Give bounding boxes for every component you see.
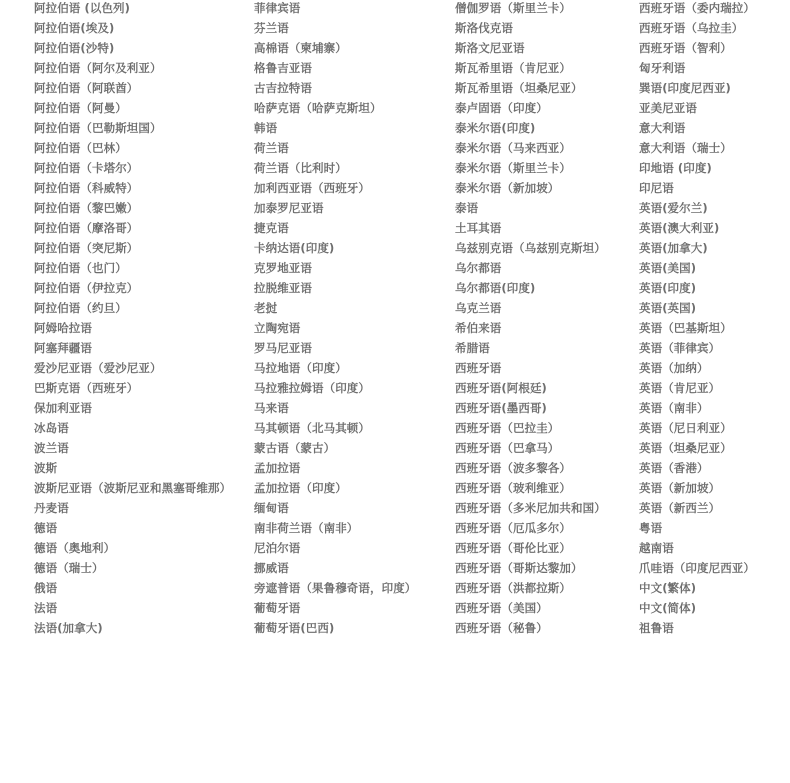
language-option[interactable]: 土耳其语 — [455, 221, 502, 235]
language-option[interactable]: 法语 — [34, 601, 58, 615]
language-option[interactable]: 德语（奥地利） — [34, 541, 116, 555]
language-option[interactable]: 阿拉伯语（阿尔及利亚） — [34, 61, 162, 75]
language-option[interactable]: 西班牙语（波多黎各） — [455, 461, 571, 475]
language-option[interactable]: 克罗地亚语 — [254, 261, 312, 275]
language-option[interactable]: 阿拉伯语(沙特) — [34, 41, 115, 55]
language-option[interactable]: 英语（加纳） — [639, 361, 709, 375]
language-option[interactable]: 英语(印度) — [639, 281, 697, 295]
language-option[interactable]: 希伯来语 — [455, 321, 502, 335]
language-option[interactable]: 波斯尼亚语（波斯尼亚和黑塞哥维那） — [34, 481, 232, 495]
language-option[interactable]: 马拉地语（印度） — [254, 361, 347, 375]
language-option[interactable]: 阿塞拜疆语 — [34, 341, 92, 355]
language-option[interactable]: 西班牙语（洪都拉斯） — [455, 581, 571, 595]
language-option[interactable]: 乌尔都语(印度) — [455, 281, 536, 295]
language-option[interactable]: 南非荷兰语（南非） — [254, 521, 359, 535]
language-column-4 — [639, 0, 755, 640]
language-option[interactable]: 西班牙语（巴拉圭） — [455, 421, 560, 435]
language-column-3 — [455, 0, 606, 640]
language-option[interactable]: 孟加拉语 — [254, 461, 301, 475]
language-option[interactable]: 泰米尔语（马来西亚） — [455, 141, 571, 155]
language-option[interactable]: 高棉语（柬埔寨） — [254, 41, 347, 55]
language-option[interactable]: 阿拉伯语（约旦） — [34, 301, 127, 315]
language-option[interactable]: 阿拉伯语（突尼斯） — [34, 241, 139, 255]
language-option[interactable]: 马其顿语（北马其顿） — [254, 421, 370, 435]
language-option[interactable]: 西班牙语（多米尼加共和国） — [455, 501, 606, 515]
language-option[interactable]: 葡萄牙语 — [254, 601, 301, 615]
language-option[interactable]: 亚美尼亚语 — [639, 101, 697, 115]
language-option[interactable]: 西班牙语（哥伦比亚） — [455, 541, 571, 555]
language-option[interactable]: 阿拉伯语（摩洛哥） — [34, 221, 139, 235]
language-option[interactable]: 尼泊尔语 — [254, 541, 301, 555]
language-option[interactable]: 英语（巴基斯坦） — [639, 321, 732, 335]
language-option[interactable]: 荷兰语 — [254, 141, 289, 155]
language-option[interactable]: 菲律宾语 — [254, 1, 301, 15]
language-option[interactable]: 泰米尔语（新加坡） — [455, 181, 560, 195]
language-option[interactable]: 罗马尼亚语 — [254, 341, 312, 355]
language-option[interactable]: 古吉拉特语 — [254, 81, 312, 95]
language-option[interactable]: 蒙古语（蒙古） — [254, 441, 336, 455]
language-option[interactable]: 英语（菲律宾） — [639, 341, 721, 355]
language-option[interactable]: 旁遮普语（果鲁穆奇语，印度） — [254, 581, 417, 595]
language-option[interactable]: 乌克兰语 — [455, 301, 502, 315]
language-option[interactable]: 德语 — [34, 521, 58, 535]
language-option[interactable]: 阿拉伯语（阿联酋） — [34, 81, 139, 95]
language-option[interactable]: 西班牙语（智利） — [639, 41, 732, 55]
language-option[interactable]: 英语（坦桑尼亚） — [639, 441, 732, 455]
language-option[interactable]: 粤语 — [639, 521, 663, 535]
language-option[interactable]: 芬兰语 — [254, 21, 289, 35]
language-option[interactable]: 泰卢固语（印度） — [455, 101, 548, 115]
language-option[interactable]: 西班牙语(墨西哥) — [455, 401, 547, 415]
language-option[interactable]: 意大利语（瑞士） — [639, 141, 732, 155]
language-option[interactable]: 斯瓦希里语（肯尼亚） — [455, 61, 571, 75]
language-option[interactable]: 西班牙语（乌拉圭） — [639, 21, 744, 35]
language-option[interactable]: 捷克语 — [254, 221, 289, 235]
language-option[interactable]: 泰语 — [455, 201, 479, 215]
language-option[interactable]: 保加利亚语 — [34, 401, 92, 415]
language-option[interactable]: 德语（瑞士） — [34, 561, 104, 575]
language-option[interactable]: 西班牙语（美国） — [455, 601, 548, 615]
language-option[interactable]: 阿姆哈拉语 — [34, 321, 92, 335]
language-option[interactable]: 西班牙语（厄瓜多尔） — [455, 521, 571, 535]
language-option[interactable]: 加泰罗尼亚语 — [254, 201, 324, 215]
language-option[interactable]: 拉脱维亚语 — [254, 281, 312, 295]
language-option[interactable]: 英语（新西兰） — [639, 501, 721, 515]
language-option[interactable]: 祖鲁语 — [639, 621, 674, 635]
language-option[interactable]: 阿拉伯语 (以色列) — [34, 1, 131, 15]
language-option[interactable]: 印地语 (印度) — [639, 161, 712, 175]
language-option[interactable]: 缅甸语 — [254, 501, 289, 515]
language-option[interactable]: 中文(简体) — [639, 601, 697, 615]
language-option[interactable]: 法语(加拿大) — [34, 621, 103, 635]
language-option[interactable]: 卡纳达语(印度) — [254, 241, 335, 255]
language-option[interactable]: 阿拉伯语(埃及) — [34, 21, 115, 35]
language-option[interactable]: 英语（肯尼亚） — [639, 381, 721, 395]
language-option[interactable]: 斯瓦希里语（坦桑尼亚） — [455, 81, 583, 95]
language-option[interactable]: 英语（香港） — [639, 461, 709, 475]
language-option[interactable]: 加利西亚语（西班牙） — [254, 181, 370, 195]
language-option[interactable]: 阿拉伯语（卡塔尔） — [34, 161, 139, 175]
language-option[interactable]: 巽语(印度尼西亚) — [639, 81, 731, 95]
language-option[interactable]: 丹麦语 — [34, 501, 69, 515]
language-option[interactable]: 阿拉伯语（科威特） — [34, 181, 139, 195]
language-option[interactable]: 印尼语 — [639, 181, 674, 195]
language-option[interactable]: 僧伽罗语（斯里兰卡） — [455, 1, 571, 15]
language-option[interactable]: 波兰语 — [34, 441, 69, 455]
language-option[interactable]: 西班牙语（哥斯达黎加） — [455, 561, 583, 575]
language-option[interactable]: 匈牙利语 — [639, 61, 686, 75]
language-option[interactable]: 俄语 — [34, 581, 58, 595]
language-option[interactable]: 韩语 — [254, 121, 278, 135]
language-option[interactable]: 英语(加拿大) — [639, 241, 708, 255]
language-option[interactable]: 阿拉伯语（阿曼） — [34, 101, 127, 115]
language-option[interactable]: 格鲁吉亚语 — [254, 61, 312, 75]
language-option[interactable]: 阿拉伯语（伊拉克） — [34, 281, 139, 295]
language-option[interactable]: 中文(繁体) — [639, 581, 697, 595]
language-column-1 — [34, 0, 231, 640]
language-option[interactable]: 英语（尼日利亚） — [639, 421, 732, 435]
language-option[interactable]: 老挝 — [254, 301, 278, 315]
language-option[interactable]: 英语(澳大利亚) — [639, 221, 720, 235]
language-option[interactable]: 希腊语 — [455, 341, 490, 355]
language-option[interactable]: 波斯 — [34, 461, 58, 475]
language-option[interactable]: 阿拉伯语（也门） — [34, 261, 127, 275]
language-option[interactable]: 爪哇语（印度尼西亚） — [639, 561, 755, 575]
language-option[interactable]: 冰岛语 — [34, 421, 69, 435]
language-option[interactable]: 西班牙语（玻利维亚） — [455, 481, 571, 495]
language-option[interactable]: 乌尔都语 — [455, 261, 502, 275]
language-option[interactable]: 立陶宛语 — [254, 321, 301, 335]
language-option[interactable]: 阿拉伯语（黎巴嫩） — [34, 201, 139, 215]
language-option[interactable]: 阿拉伯语（巴勒斯坦国） — [34, 121, 162, 135]
language-option[interactable]: 西班牙语 — [455, 361, 502, 375]
language-option[interactable]: 挪威语 — [254, 561, 289, 575]
language-option[interactable]: 英语(美国) — [639, 261, 697, 275]
language-option[interactable]: 斯洛伐克语 — [455, 21, 513, 35]
language-option[interactable]: 西班牙语（巴拿马） — [455, 441, 560, 455]
language-option[interactable]: 英语（新加坡） — [639, 481, 721, 495]
language-option[interactable]: 西班牙语（秘鲁） — [455, 621, 548, 635]
language-option[interactable]: 葡萄牙语(巴西) — [254, 621, 335, 635]
language-option[interactable]: 爱沙尼亚语（爱沙尼亚） — [34, 361, 162, 375]
language-option[interactable]: 意大利语 — [639, 121, 686, 135]
language-option[interactable]: 马拉雅拉姆语（印度） — [254, 381, 370, 395]
language-column-2 — [254, 0, 416, 640]
language-option[interactable]: 阿拉伯语（巴林） — [34, 141, 127, 155]
language-option[interactable]: 越南语 — [639, 541, 674, 555]
language-option[interactable]: 马来语 — [254, 401, 289, 415]
language-option[interactable]: 英语（南非） — [639, 401, 709, 415]
language-option[interactable]: 乌兹别克语（乌兹别克斯坦） — [455, 241, 606, 255]
language-option[interactable]: 西班牙语(阿根廷) — [455, 381, 547, 395]
language-option[interactable]: 西班牙语（委内瑞拉） — [639, 1, 755, 15]
language-option[interactable]: 荷兰语（比利时） — [254, 161, 347, 175]
language-option[interactable]: 英语(英国) — [639, 301, 697, 315]
language-option[interactable]: 斯洛文尼亚语 — [455, 41, 525, 55]
language-option[interactable]: 泰米尔语（斯里兰卡） — [455, 161, 571, 175]
language-option[interactable]: 巴斯克语（西班牙） — [34, 381, 139, 395]
language-option[interactable]: 英语(爱尔兰) — [639, 201, 708, 215]
language-option[interactable]: 哈萨克语（哈萨克斯坦） — [254, 101, 382, 115]
language-option[interactable]: 泰米尔语(印度) — [455, 121, 536, 135]
language-option[interactable]: 孟加拉语（印度） — [254, 481, 347, 495]
